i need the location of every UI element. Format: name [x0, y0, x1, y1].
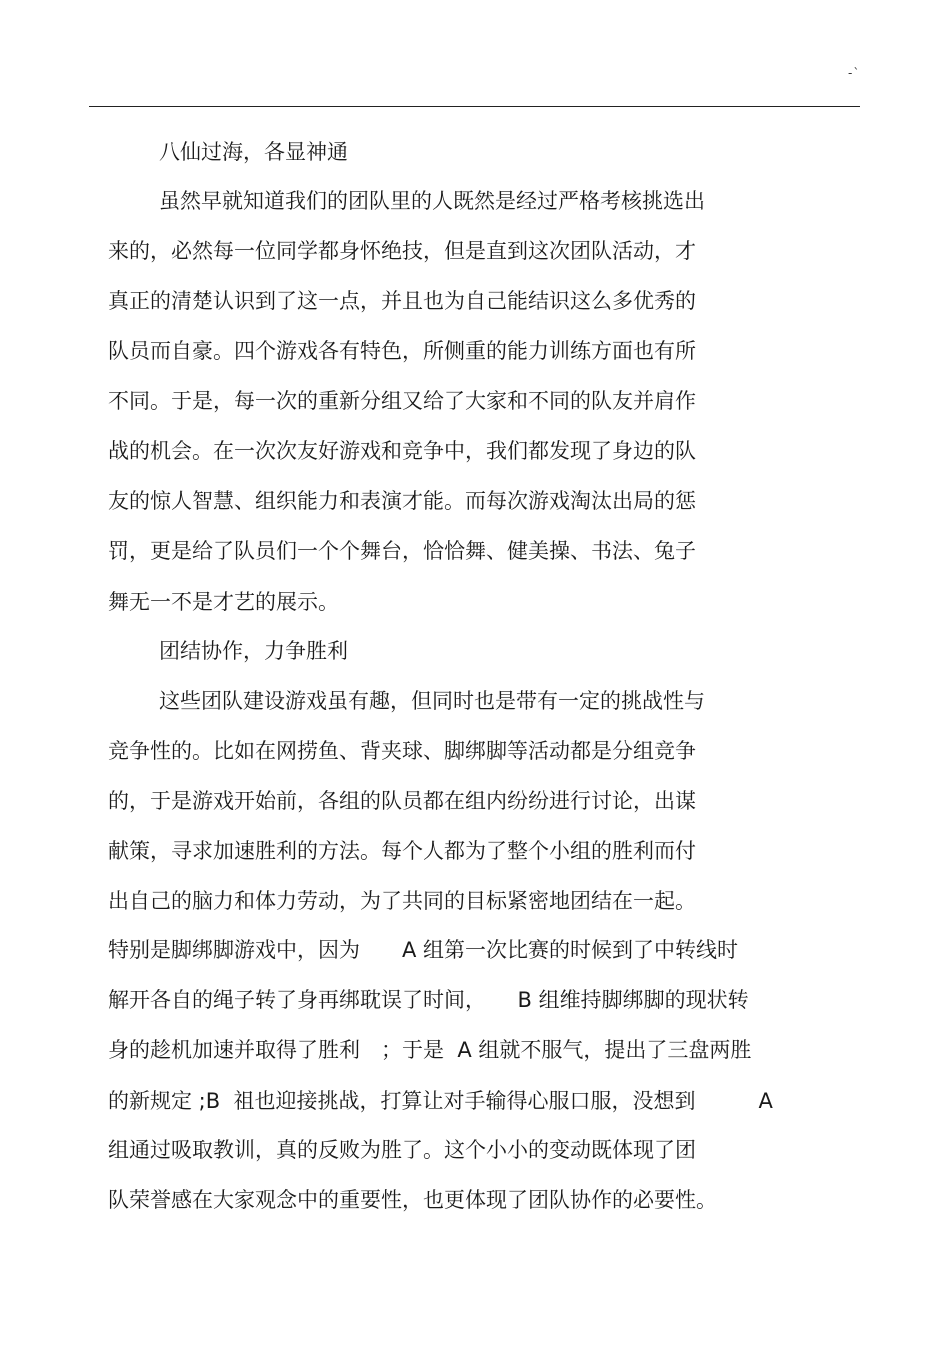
- paragraph-line: 解开各自的绳子转了身再绑耽误了时间， B 组维持脚绑脚的现状转: [108, 988, 749, 1012]
- page-corner-mark: -`: [848, 66, 861, 80]
- paragraph-line: 的，于是游戏开始前，各组的队员都在组内纷纷进行讨论，出谋: [108, 789, 696, 813]
- header-rule: [89, 106, 860, 107]
- paragraph-line: 的新规定 ;B 祖也迎接挑战，打算让对手输得心服口服，没想到 A: [108, 1089, 773, 1113]
- paragraph-line: 献策，寻求加速胜利的方法。每个人都为了整个小组的胜利而付: [108, 839, 696, 863]
- paragraph-line: 真正的清楚认识到了这一点，并且也为自己能结识这么多优秀的: [108, 289, 696, 313]
- paragraph-line: 队荣誉感在大家观念中的重要性，也更体现了团队协作的必要性。: [108, 1188, 717, 1212]
- paragraph-line: 罚，更是给了队员们一个个舞台，恰恰舞、健美操、书法、兔子: [108, 539, 696, 563]
- paragraph-line: 身的趁机加速并取得了胜利 ；于是 A 组就不服气，提出了三盘两胜: [108, 1038, 752, 1062]
- paragraph-line: 来的，必然每一位同学都身怀绝技，但是直到这次团队活动，才: [108, 239, 696, 263]
- paragraph-line: 战的机会。在一次次友好游戏和竞争中，我们都发现了身边的队: [108, 439, 696, 463]
- paragraph-line: 出自己的脑力和体力劳动，为了共同的目标紧密地团结在一起。: [108, 889, 696, 913]
- paragraph-line: 竞争性的。比如在网捞鱼、背夹球、脚绑脚等活动都是分组竞争: [108, 739, 696, 763]
- paragraph-line: 这些团队建设游戏虽有趣，但同时也是带有一定的挑战性与: [159, 689, 705, 713]
- paragraph-line: 队员而自豪。四个游戏各有特色，所侧重的能力训练方面也有所: [108, 339, 696, 363]
- paragraph-line: 不同。于是，每一次的重新分组又给了大家和不同的队友并肩作: [108, 389, 696, 413]
- paragraph-line: 特别是脚绑脚游戏中，因为 A 组第一次比赛的时候到了中转线时: [108, 938, 739, 962]
- paragraph-line: 虽然早就知道我们的团队里的人既然是经过严格考核挑选出: [159, 189, 705, 213]
- paragraph-line: 友的惊人智慧、组织能力和表演才能。而每次游戏淘汰出局的惩: [108, 489, 696, 513]
- section-heading: 八仙过海，各显神通: [159, 140, 348, 164]
- paragraph-line: 组通过吸取教训，真的反败为胜了。这个小小的变动既体现了团: [108, 1138, 696, 1162]
- paragraph-line: 舞无一不是才艺的展示。: [108, 590, 339, 614]
- section-heading: 团结协作，力争胜利: [159, 639, 348, 663]
